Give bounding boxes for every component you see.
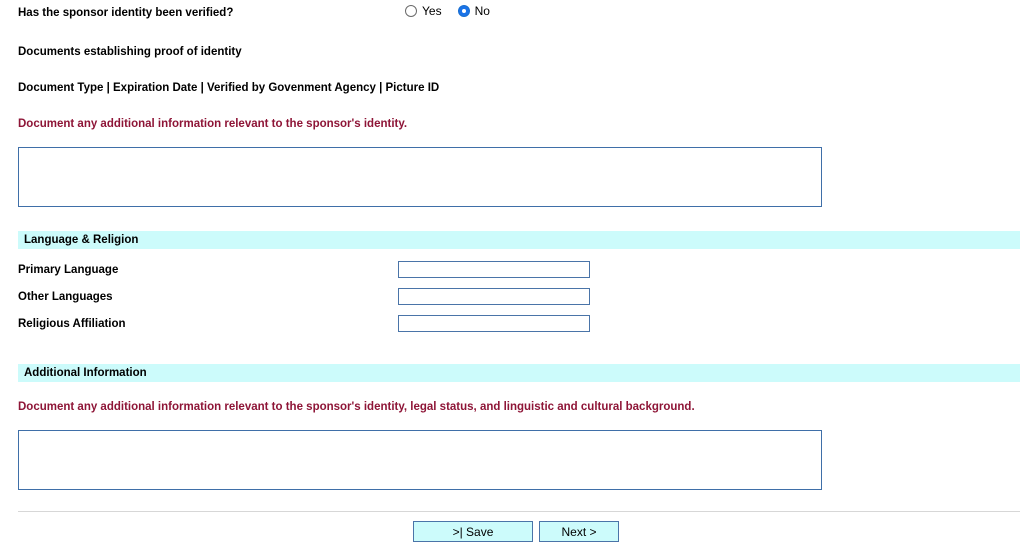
additional-note-instruction: Document any additional information relevant to the sponsor's identity, legal status, and linguistic and cultural background. <box>18 401 695 413</box>
identity-note-instruction: Document any additional information relevant to the sponsor's identity. <box>18 118 408 130</box>
radio-yes[interactable] <box>405 5 417 17</box>
proof-of-identity-heading: Documents establishing proof of identity <box>18 46 242 58</box>
radio-yes-label[interactable]: Yes <box>422 4 442 18</box>
section-header-language-religion: Language & Religion <box>18 231 1020 249</box>
footer-divider <box>18 511 1020 512</box>
label-other-languages: Other Languages <box>18 291 113 303</box>
identity-verification-row <box>18 4 1008 26</box>
label-religious-affiliation: Religious Affiliation <box>18 318 126 330</box>
next-button[interactable]: Next > <box>539 521 619 542</box>
label-primary-language: Primary Language <box>18 264 119 276</box>
identity-note-textarea[interactable] <box>18 147 822 207</box>
proof-of-identity-columns: Document Type | Expiration Date | Verified by Govenment Agency | Picture ID <box>18 82 440 94</box>
input-primary-language[interactable] <box>398 261 590 278</box>
save-button[interactable]: >| Save <box>413 521 533 542</box>
section-header-additional-information: Additional Information <box>18 364 1020 382</box>
identity-verified-radio-group[interactable] <box>405 4 504 18</box>
additional-note-textarea[interactable] <box>18 430 822 490</box>
input-religious-affiliation[interactable] <box>398 315 590 332</box>
identity-verification-question: Has the sponsor identity been verified? <box>18 7 234 19</box>
footer-button-bar <box>0 521 1032 542</box>
radio-no[interactable] <box>458 5 470 17</box>
input-other-languages[interactable] <box>398 288 590 305</box>
radio-no-label[interactable]: No <box>474 4 490 18</box>
